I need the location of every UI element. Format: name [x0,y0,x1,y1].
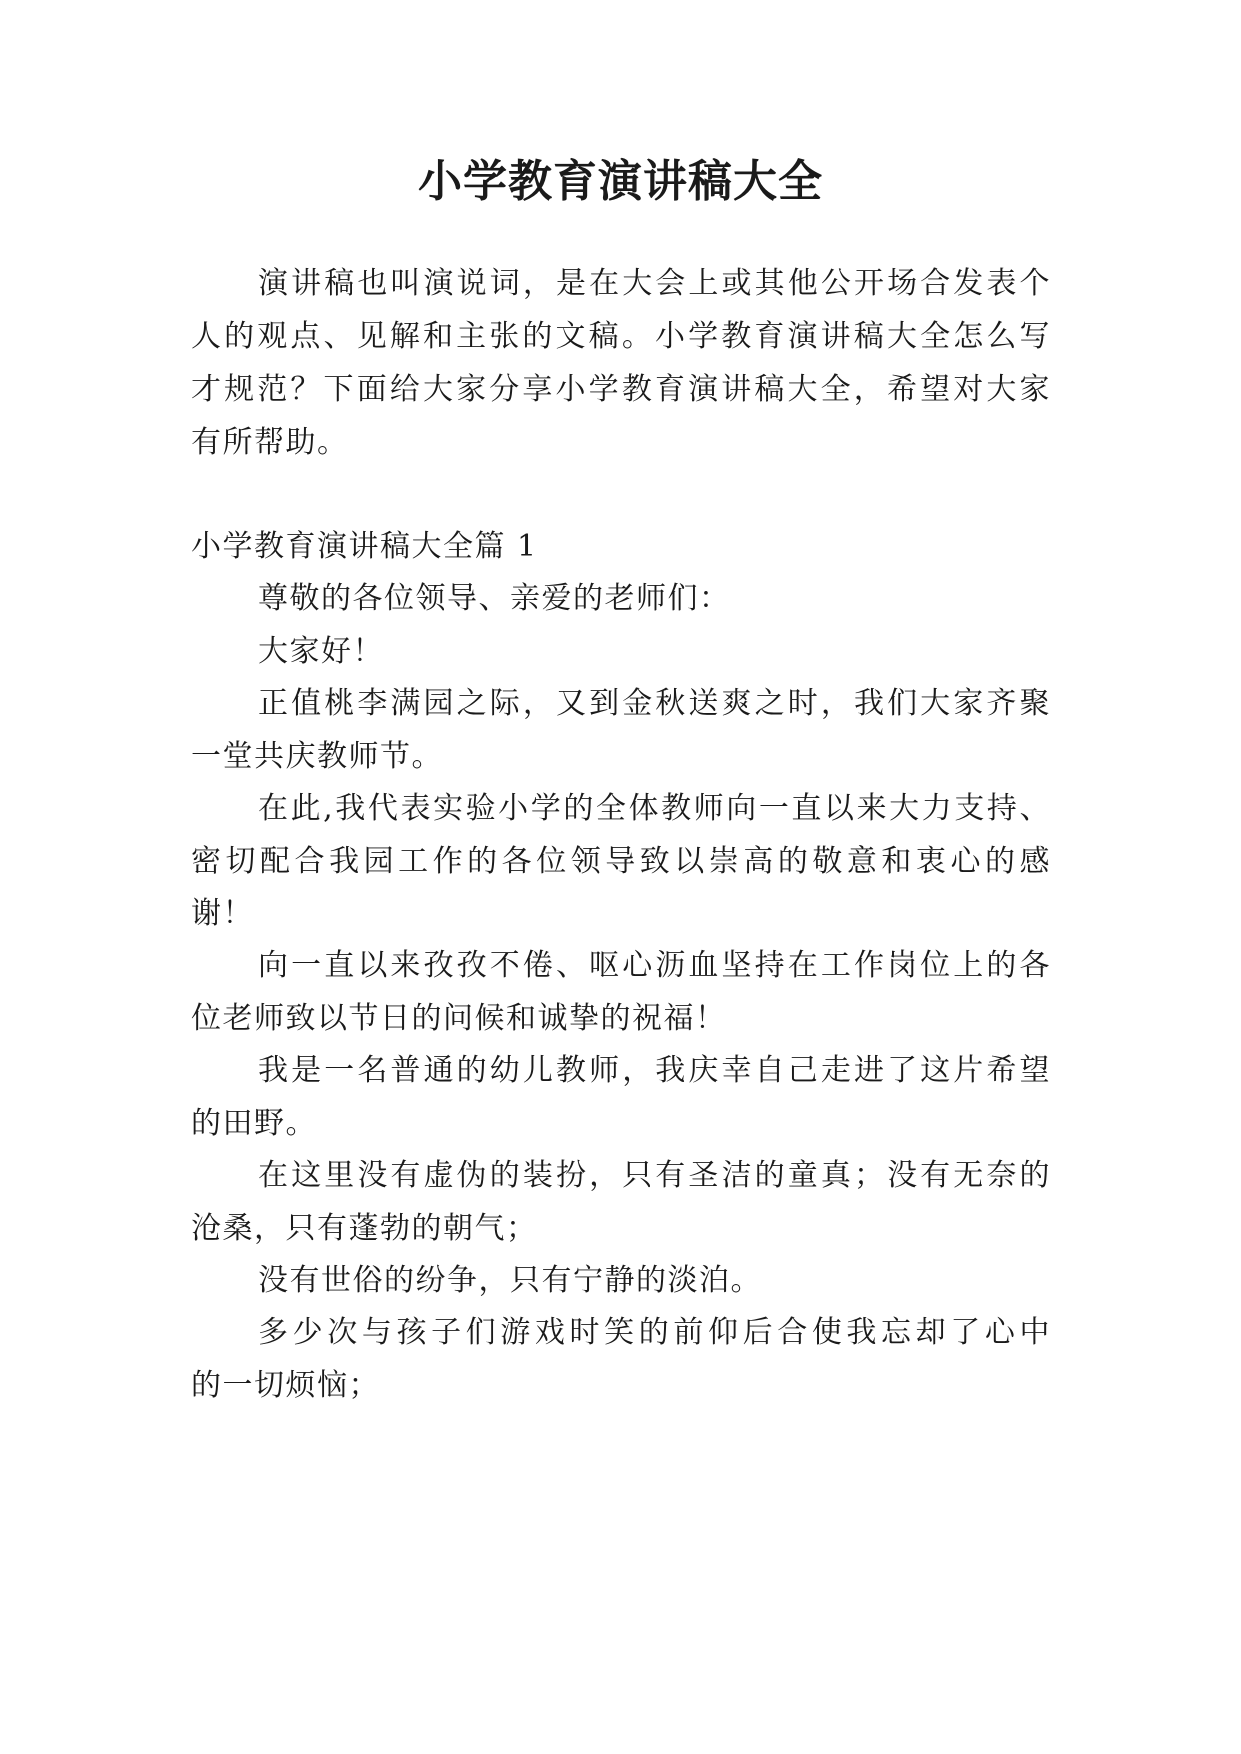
intro-line: 演讲稿也叫演说词，是在大会上或其他公开场合发表个 [258,266,1051,301]
body-line: 一堂共庆教师节。 [191,739,443,774]
section-heading: 小学教育演讲稿大全篇 1 [191,529,538,564]
intro-line: 人的观点、见解和主张的文稿。小学教育演讲稿大全怎么写 [191,319,1051,354]
body-line: 在这里没有虚伪的装扮，只有圣洁的童真；没有无奈的 [258,1158,1051,1193]
intro-line: 有所帮助。 [191,425,349,460]
body-line: 密切配合我园工作的各位领导致以崇高的敬意和衷心的感 [191,844,1051,879]
body-line: 尊敬的各位领导、亲爱的老师们： [258,581,731,616]
body-line: 谢！ [191,896,254,931]
body-line: 的一切烦恼； [191,1368,380,1403]
body-line: 沧桑，只有蓬勃的朝气； [191,1211,538,1246]
intro-line: 才规范？下面给大家分享小学教育演讲稿大全，希望对大家 [191,372,1051,407]
body-line: 我是一名普通的幼儿教师，我庆幸自己走进了这片希望 [258,1053,1051,1088]
body-line: 位老师致以节日的问候和诚挚的祝福！ [191,1001,727,1036]
body-line: 多少次与孩子们游戏时笑的前仰后合使我忘却了心中 [258,1315,1051,1350]
body-line: 正值桃李满园之际，又到金秋送爽之时，我们大家齐聚 [258,686,1051,721]
body-line: 在此,我代表实验小学的全体教师向一直以来大力支持、 [258,791,1051,826]
body-line: 向一直以来孜孜不倦、呕心沥血坚持在工作岗位上的各 [258,948,1051,983]
document-title: 小学教育演讲稿大全 [418,156,823,207]
body-line: 没有世俗的纷争，只有宁静的淡泊。 [258,1263,762,1298]
body-line: 的田野。 [191,1106,317,1141]
body-line: 大家好！ [258,634,384,669]
